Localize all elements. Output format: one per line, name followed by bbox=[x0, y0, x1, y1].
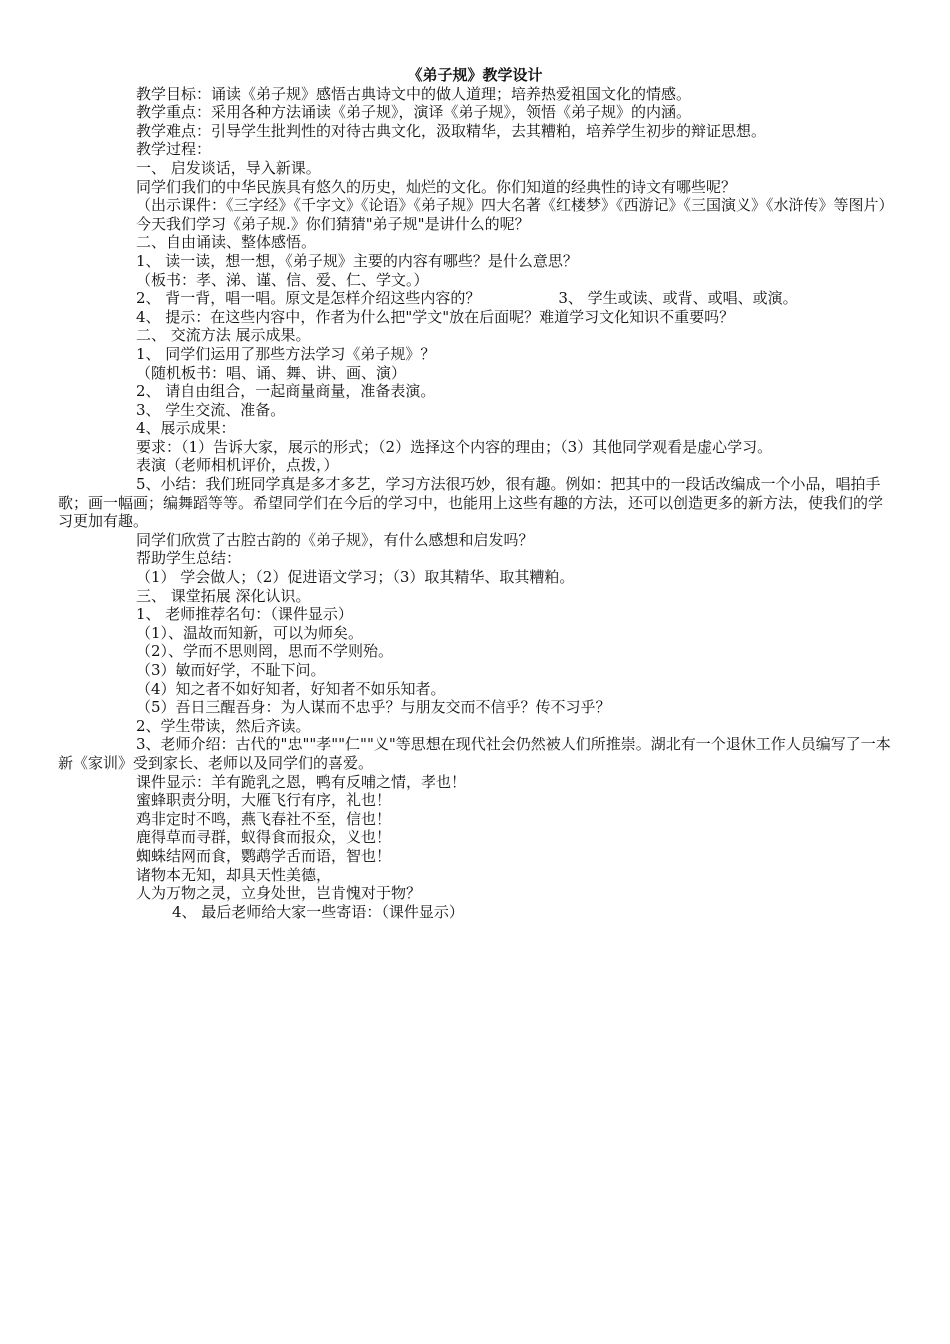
list-item: 2、 背一背，唱一唱。原文是怎样介绍这些内容的？ bbox=[136, 289, 481, 308]
list-item: 1、 读一读，想一想，《弟子规》主要的内容有哪些？是什么意思？ bbox=[136, 251, 578, 270]
paragraph: 同学们欣赏了古腔古韵的《弟子规》，有什么感想和启发吗？ bbox=[136, 530, 534, 549]
list-item: 4、 提示：在这些内容中，作者为什么把"学文"放在后面呢？难道学习文化知识不重要吗？ bbox=[136, 307, 735, 326]
goal-line: 教学目标：诵读《弟子规》感悟古典诗文中的做人道理；培养热爱祖国文化的情感。 bbox=[136, 84, 692, 103]
process-heading: 教学过程： bbox=[136, 140, 212, 159]
board-note: （随机板书：唱、诵、舞、讲、画、演） bbox=[136, 363, 407, 382]
difficulty-line: 教学难点：引导学生批判性的对待古典文化，汲取精华，去其糟粕，培养学生初步的辩证思想。 bbox=[136, 121, 767, 140]
list-item: 3、 学生或读、或背、或唱、或演。 bbox=[558, 289, 798, 308]
section-3-heading: 二、 交流方法 展示成果。 bbox=[136, 326, 311, 345]
list-item: 4、 最后老师给大家一些寄语：（课件显示） bbox=[172, 902, 464, 921]
paragraph: 表演（老师相机评价，点拨，） bbox=[136, 456, 339, 475]
section-4-heading: 三、 课堂拓展 深化认识。 bbox=[136, 586, 311, 605]
list-item: 4、展示成果： bbox=[136, 419, 236, 438]
list-item-combined bbox=[58, 289, 892, 308]
paragraph: 同学们我们的中华民族具有悠久的历史，灿烂的文化。你们知道的经典性的诗文有哪些呢？ bbox=[136, 177, 737, 196]
paragraph: 帮助学生总结： bbox=[136, 549, 242, 568]
quote-item: （5）吾日三醒吾身：为人谋而不忠乎？与朋友交而不信乎？传不习乎？ bbox=[136, 698, 611, 717]
list-item: 2、学生带读，然后齐读。 bbox=[136, 716, 311, 735]
paragraph: 3、老师介绍：古代的"忠""孝""仁""义"等思想在现代社会仍然被人们所推崇。湖北有一个退休工作人员编写了一本新《家训》受到家长、老师以及同学们的喜爱。 bbox=[58, 735, 891, 772]
verse-line: 诸物本无知，却具天性美德， bbox=[136, 865, 332, 884]
list-item: 2、 请自由组合，一起商量商量，准备表演。 bbox=[136, 382, 436, 401]
section-1-heading: 一、 启发谈话，导入新课。 bbox=[136, 158, 321, 177]
quote-item: （3）敏而好学，不耻下问。 bbox=[136, 661, 326, 679]
board-note: （板书：孝、涕、谨、信、爱、仁、学文。） bbox=[136, 270, 429, 289]
verse-line: 蜜蜂职责分明，大雁飞行有序，礼也！ bbox=[136, 791, 392, 810]
key-point-line: 教学重点：采用各种方法诵读《弟子规》，演译《弟子规》，领悟《弟子规》的内涵。 bbox=[136, 103, 692, 122]
verse-line: 人为万物之灵，立身处世，岂肯愧对于物？ bbox=[136, 884, 422, 903]
document-page bbox=[58, 66, 892, 921]
verse-line: 鸡非定时不鸣，燕飞春社不至，信也！ bbox=[136, 809, 392, 828]
quote-item: （1）、温故而知新，可以为师矣。 bbox=[136, 623, 364, 642]
quote-item: （2）、学而不思则罔，思而不学则殆。 bbox=[136, 642, 394, 661]
list-item: 1、 老师推荐名句：（课件显示） bbox=[136, 605, 353, 624]
verse-line: 蜘蛛结网而食，鹦鹉学舌而语，智也！ bbox=[136, 846, 392, 865]
paragraph: 要求：（1）告诉大家，展示的形式；（2）选择这个内容的理由；（3）其他同学观看是虚心学习。 bbox=[136, 437, 773, 456]
quote-item: （4）知之者不如好知者，好知者不如乐知者。 bbox=[136, 679, 446, 698]
paragraph: （1） 学会做人；（2）促进语文学习；（3）取其精华、取其糟粕。 bbox=[136, 568, 575, 587]
document-title: 《弟子规》教学设计 bbox=[407, 66, 543, 84]
paragraph: （出示课件：《三字经》《千字文》《论语》《弟子规》四大名著《红楼梦》《西游记》《三国演义》《水浒传》等图片） bbox=[136, 196, 894, 215]
summary-paragraph: 5、小结：我们班同学真是多才多艺，学习方法很巧妙，很有趣。例如：把其中的一段话改编成一个小品，唱拍手歌；画一幅画；编舞蹈等等。希望同学们在今后的学习中，也能用上这些有趣的方法，还可以创造更多的新方法，使我们的学习更加有趣。 bbox=[58, 475, 884, 531]
paragraph: 今天我们学习《弟子规.》你们猜猜"弟子规"是讲什么的呢？ bbox=[136, 214, 530, 233]
courseware-line: 课件显示：羊有跪乳之恩，鸭有反哺之情，孝也！ bbox=[136, 772, 467, 791]
list-item: 3、 学生交流、准备。 bbox=[136, 400, 286, 419]
list-item: 1、 同学们运用了那些方法学习《弟子规》？ bbox=[136, 344, 436, 363]
section-2-heading: 二、自由诵读、整体感悟。 bbox=[136, 233, 317, 252]
verse-line: 鹿得草而寻群，蚁得食而报众，义也！ bbox=[136, 828, 392, 847]
